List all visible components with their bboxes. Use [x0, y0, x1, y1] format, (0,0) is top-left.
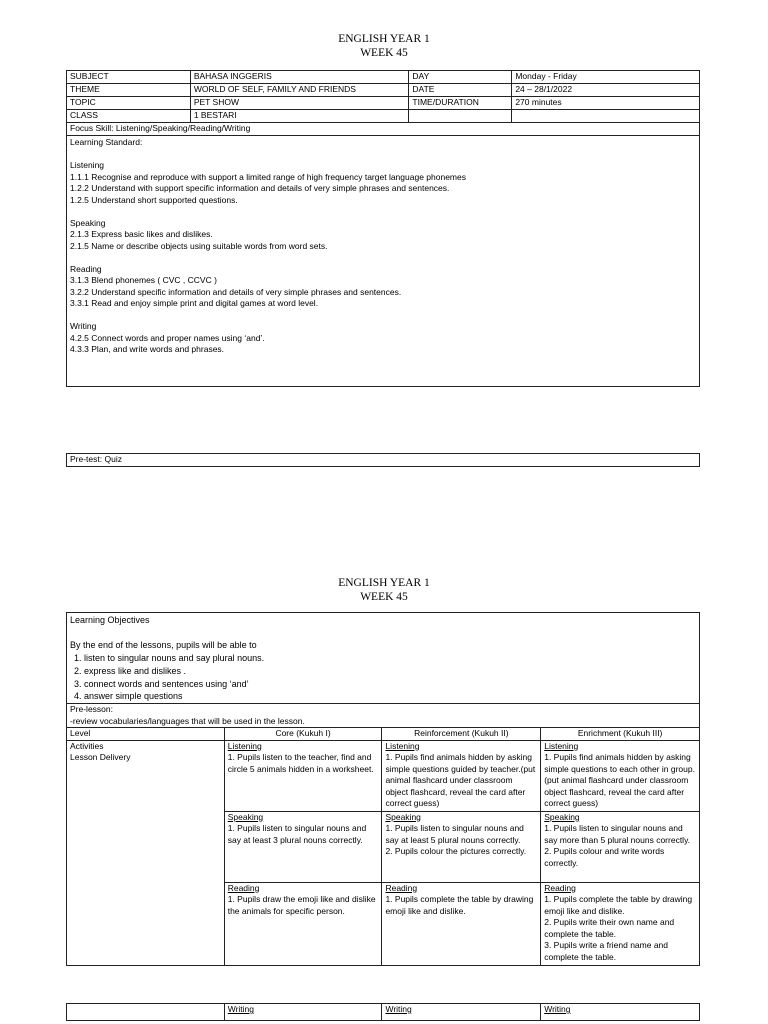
activity-text: 1. Pupils listen to the teacher, find and circle 5 animals hidden in a worksheet. [227, 752, 374, 774]
enrichment-writing-cell [541, 1004, 700, 1021]
prelesson-row [67, 704, 700, 728]
enrichment-label: Enrichment (Kukuh III) [541, 728, 700, 741]
skill-heading: Speaking [544, 811, 580, 822]
prelesson-text: -review vocabularies/languages that will be used in the lesson. [70, 715, 305, 726]
activity-text: 3. Pupils write a friend name and complete the table. [544, 940, 669, 962]
listening-heading: Listening [70, 160, 105, 170]
focus-skill: Focus Skill: Listening/Speaking/Reading/Writing [67, 123, 700, 136]
learning-standard-row [67, 136, 700, 387]
date-label: DATE [409, 84, 512, 97]
objectives-intro: By the end of the lessons, pupils will be able to [70, 640, 257, 650]
standard-item: 2.1.5 Name or describe objects using suitable words from word sets. [70, 240, 328, 251]
activity-text: 1. Pupils listen to singular nouns and say at least 5 plural nouns correctly. [385, 823, 524, 845]
skill-heading: Reading [385, 882, 418, 893]
pretest-cell: Pre-test: Quiz [67, 454, 700, 467]
date-value: 24 – 28/1/2022 [512, 84, 700, 97]
subject-label: SUBJECT [67, 71, 191, 84]
enrichment-listening-cell [541, 740, 700, 811]
day-label: DAY [409, 71, 512, 84]
class-label: CLASS [67, 110, 191, 123]
skill-heading: Speaking [227, 811, 264, 822]
activity-text: 2. Pupils colour the pictures correctly. [385, 846, 527, 857]
core-label: Core (Kukuh I) [224, 728, 382, 741]
activity-text: 1. Pupils listen to singular nouns and say at least 3 plural nouns correctly. [227, 823, 367, 845]
activity-text: 1. Pupils listen to singular nouns and say more than 5 plural nouns correctly. [544, 823, 691, 845]
day-value: Monday - Friday [512, 71, 700, 84]
skill-heading: Reading [227, 882, 260, 893]
pretest-table [66, 453, 700, 467]
standard-item: 3.1.3 Blend phonemes ( CVC , CCVC ) [70, 275, 217, 285]
standard-item: 1.2.2 Understand with support specific information and details of very simple phrases and sentences. [70, 183, 450, 193]
objective-item: 2. express like and dislikes . [84, 665, 696, 678]
skill-heading: Writing [544, 1004, 571, 1014]
page1-title [0, 32, 768, 60]
standard-item: 3.2.2 Understand specific information and details of very simple phrases and sentences. [70, 286, 402, 297]
reinforcement-reading-cell [382, 882, 541, 965]
theme-value: WORLD OF SELF, FAMILY AND FRIENDS [190, 84, 409, 97]
core-speaking-cell [224, 811, 382, 882]
skill-heading: Reading [544, 882, 576, 893]
reinforcement-writing-cell [382, 1004, 541, 1021]
subject-value: BAHASA INGGERIS [190, 71, 409, 84]
core-reading-cell [224, 882, 382, 965]
speaking-heading: Speaking [70, 217, 106, 228]
reading-heading: Reading [70, 263, 102, 274]
activity-text: 1. Pupils draw the emoji like and dislike the animals for specific person. [227, 894, 376, 916]
class-value: 1 BESTARI [190, 110, 409, 123]
activity-text: 1. Pupils complete the table by drawing emoji like and dislike. [385, 894, 534, 916]
standard-item: 3.3.1 Read and enjoy simple print and digital games at word level. [70, 298, 319, 308]
topic-label: TOPIC [67, 97, 191, 110]
learning-standard-cell [67, 136, 700, 387]
activity-text: 1. Pupils find animals hidden by asking simple questions guided by teacher.(put animal flashcard under classroom object flashcard, reveal the card after correct guess) [385, 752, 536, 809]
class-empty-2 [512, 110, 700, 123]
class-empty-1 [409, 110, 512, 123]
objective-item: 3. connect words and sentences using ‘and’ [84, 678, 696, 691]
lesson-info-table [66, 70, 700, 387]
objective-item: 4. answer simple questions [84, 690, 696, 703]
activity-text: 1. Pupils find animals hidden by asking simple questions to each other in group.(put animal flashcard under classroom object flashcard, reveal the card after correct guess) [544, 752, 695, 809]
listening-activity-row [67, 740, 700, 811]
subject-row [67, 71, 700, 84]
writing-row-table [66, 1003, 700, 1021]
lesson-delivery-label: Lesson Delivery [70, 752, 131, 763]
class-row [67, 110, 700, 123]
activity-text: 1. Pupils complete the table by drawing emoji like and dislike. [544, 894, 693, 916]
core-writing-cell [224, 1004, 382, 1021]
writing-empty-cell [67, 1004, 225, 1021]
activity-text: 2. Pupils colour and write words correctly. [544, 846, 665, 868]
reinforcement-speaking-cell [382, 811, 541, 882]
standard-item: 1.1.1 Recognise and reproduce with support a limited range of high frequency target language phonemes [70, 171, 466, 182]
activities-cell [67, 740, 225, 965]
page1-title-line1: ENGLISH YEAR 1 [338, 33, 430, 45]
page2-title-line2: WEEK 45 [360, 591, 408, 603]
topic-value: PET SHOW [190, 97, 409, 110]
objectives-row [67, 613, 700, 704]
activity-text: 2. Pupils write their own name and complete the table. [544, 917, 675, 939]
lesson-plan-table [66, 612, 700, 966]
page2-title [0, 576, 768, 604]
standard-item: 2.1.3 Express basic likes and dislikes. [70, 229, 213, 239]
page1-title-line2: WEEK 45 [360, 47, 408, 59]
activities-label: Activities [70, 740, 104, 751]
skill-heading: Listening [544, 740, 579, 751]
enrichment-reading-cell [541, 882, 700, 965]
writing-activity-row [67, 1004, 700, 1021]
standard-item: 4.3.3 Plan, and write words and phrases. [70, 344, 225, 354]
reinforcement-label: Reinforcement (Kukuh II) [382, 728, 541, 741]
skill-heading: Listening [385, 740, 420, 751]
topic-row [67, 97, 700, 110]
objectives-heading: Learning Objectives [70, 615, 150, 625]
focus-skill-row [67, 123, 700, 136]
time-value: 270 minutes [512, 97, 700, 110]
core-listening-cell [224, 740, 382, 811]
skill-heading: Writing [385, 1004, 412, 1014]
prelesson-heading: Pre-lesson: [70, 704, 113, 715]
reinforcement-listening-cell [382, 740, 541, 811]
writing-heading: Writing [70, 321, 97, 331]
time-label: TIME/DURATION [409, 97, 512, 110]
enrichment-speaking-cell [541, 811, 700, 882]
page2-title-line1: ENGLISH YEAR 1 [338, 577, 430, 589]
standard-item: 1.2.5 Understand short supported questions. [70, 194, 238, 205]
learning-standard-heading: Learning Standard: [70, 137, 143, 147]
objectives-cell [67, 613, 700, 704]
objectives-list [70, 652, 696, 703]
skill-heading: Speaking [385, 811, 421, 822]
level-label: Level [67, 728, 225, 741]
objective-item: 1. listen to singular nouns and say plural nouns. [84, 652, 696, 665]
skill-heading: Writing [227, 1004, 254, 1014]
theme-row [67, 84, 700, 97]
level-row [67, 728, 700, 741]
skill-heading: Listening [227, 740, 262, 751]
theme-label: THEME [67, 84, 191, 97]
prelesson-cell [67, 704, 700, 728]
standard-item: 4.2.5 Connect words and proper names using ‘and’. [70, 332, 265, 343]
